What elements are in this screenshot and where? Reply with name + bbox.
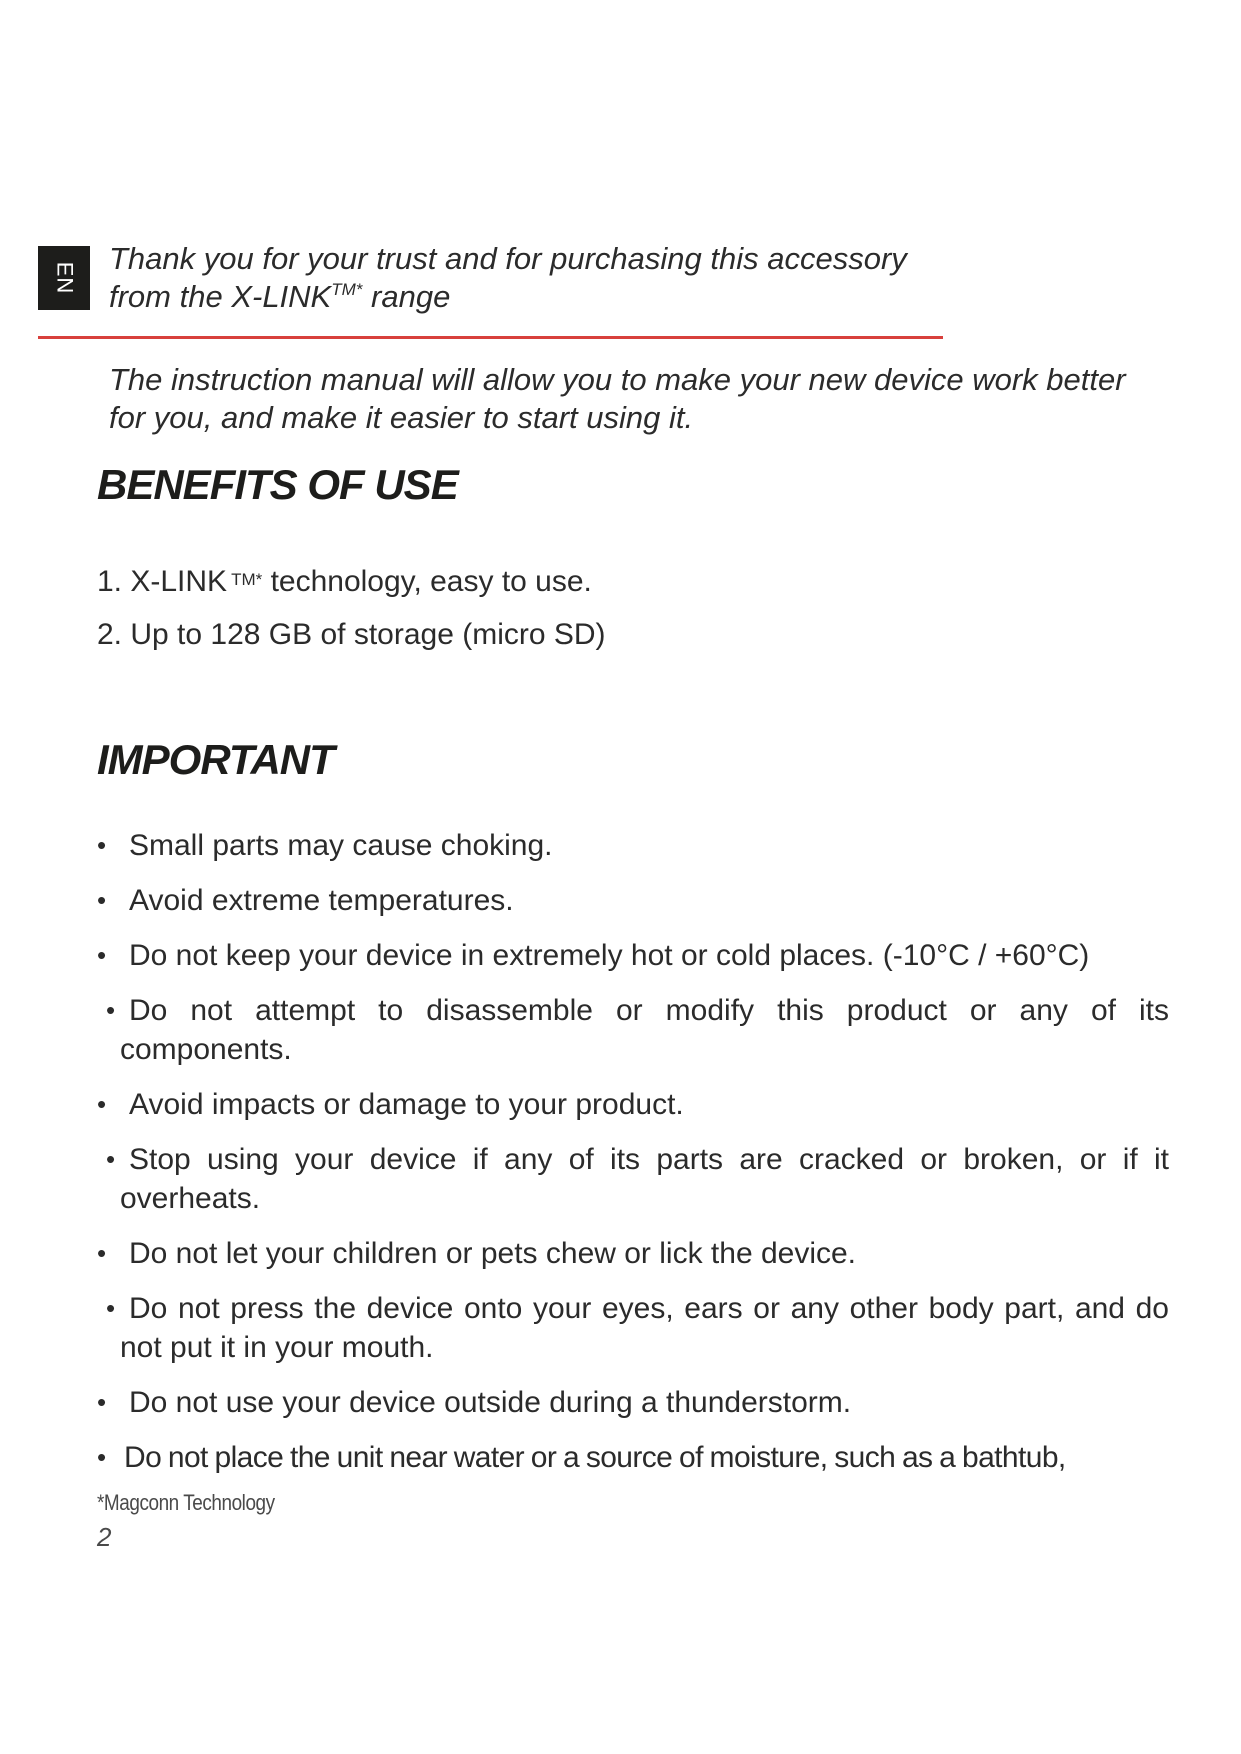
language-tab xyxy=(38,246,90,310)
list-item-text: Avoid impacts or damage to your product. xyxy=(129,1088,684,1121)
page-number: 2 xyxy=(97,1522,112,1552)
intro-line-2 xyxy=(109,278,989,316)
benefit-item-1-rest: technology, easy to use. xyxy=(262,565,592,598)
important-list xyxy=(97,826,1169,1493)
important-heading: IMPORTANT xyxy=(97,736,334,783)
list-item-text: Do not let your children or pets chew or lick the device. xyxy=(129,1237,857,1270)
intro-text xyxy=(109,240,989,316)
list-item-text: Do not keep your device in extremely hot or cold places. (-10°C / +60°C) xyxy=(129,939,1090,972)
bullet-icon: • xyxy=(97,885,107,915)
bullet-icon: • xyxy=(106,995,116,1025)
bullet-icon: • xyxy=(97,1442,106,1472)
bullet-icon: • xyxy=(97,1238,107,1268)
benefits-heading: BENEFITS OF USE xyxy=(97,461,458,508)
list-item xyxy=(97,881,1169,920)
footnote: *Magconn Technology xyxy=(97,1490,275,1515)
list-item-text: Stop using your device if any of its parts are cracked or broken, or if it overheats. xyxy=(120,1143,1169,1215)
list-item-text: Do not attempt to disassemble or modify this product or any of its components. xyxy=(120,994,1169,1066)
bullet-icon: • xyxy=(97,1089,107,1119)
language-tab-label: EN xyxy=(52,261,77,295)
list-item-text: Do not place the unit near water or a source of moisture, such as a bathtub, xyxy=(124,1441,1066,1474)
list-item xyxy=(97,1140,1169,1218)
benefit-item-1-text: 1. X-LINK xyxy=(97,565,228,598)
list-item xyxy=(97,1234,1169,1273)
list-item-text: Avoid extreme temperatures. xyxy=(129,884,514,917)
list-item-text: Do not use your device outside during a thunderstorm. xyxy=(129,1386,852,1419)
bullet-icon: • xyxy=(97,1387,107,1417)
bullet-icon: • xyxy=(97,830,107,860)
manual-note-line-1: The instruction manual will allow you to make your new device work better xyxy=(109,362,1126,397)
intro-range: range xyxy=(362,279,451,314)
intro-line-1: Thank you for your trust and for purchasing this accessory xyxy=(109,241,907,276)
manual-note xyxy=(109,361,1189,437)
list-item xyxy=(97,1085,1169,1124)
list-item-text: Do not press the device onto your eyes, ears or any other body part, and do not put it in your mouth. xyxy=(120,1292,1169,1364)
benefit-item-1-trademark: TM* xyxy=(231,570,263,589)
list-item-text: Small parts may cause choking. xyxy=(129,829,553,862)
section-divider xyxy=(38,336,943,339)
benefit-item xyxy=(97,560,606,615)
bullet-icon: • xyxy=(97,940,107,970)
list-item xyxy=(97,1383,1169,1422)
benefit-item: 2. Up to 128 GB of storage (micro SD) xyxy=(97,618,606,651)
intro-trademark: TM* xyxy=(331,280,363,299)
bullet-icon: • xyxy=(106,1293,116,1323)
list-item xyxy=(97,936,1169,975)
benefits-list xyxy=(97,560,606,670)
manual-note-line-2: for you, and make it easier to start using it. xyxy=(109,400,694,435)
intro-brand: from the X-LINK xyxy=(109,279,332,314)
list-item xyxy=(97,1438,1169,1477)
list-item xyxy=(97,826,1169,865)
bullet-icon: • xyxy=(106,1144,116,1174)
list-item xyxy=(97,991,1169,1069)
list-item xyxy=(97,1289,1169,1367)
